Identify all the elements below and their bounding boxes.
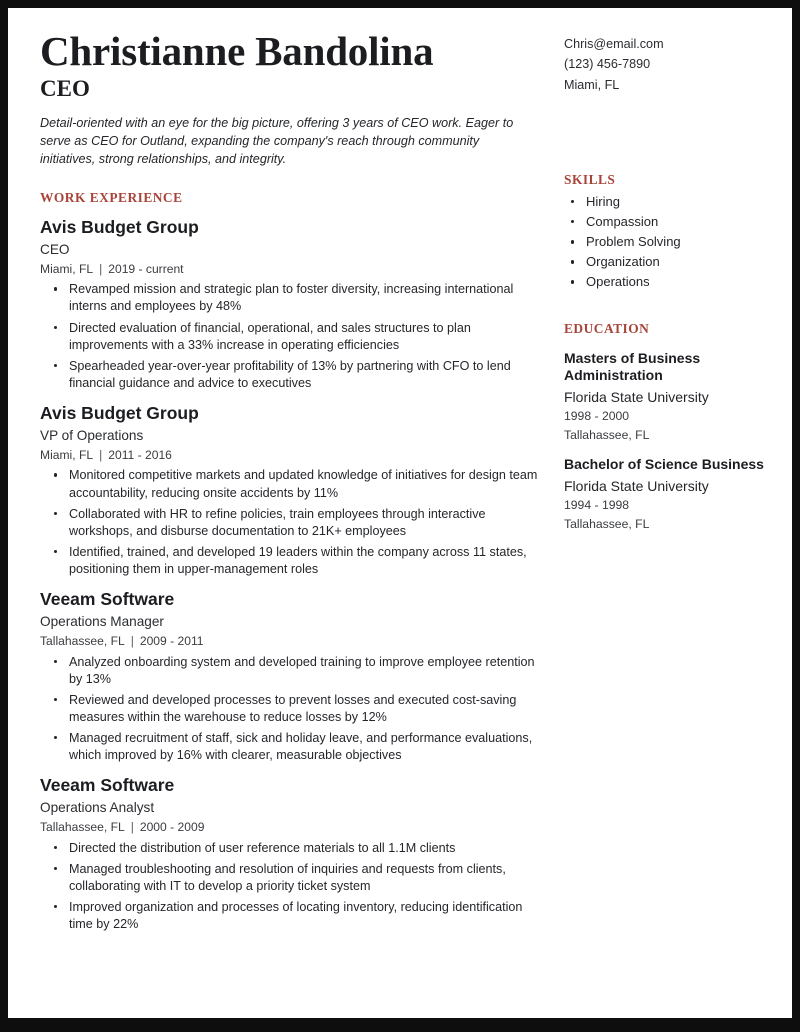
- job-title: Operations Manager: [40, 614, 164, 630]
- contact-block: [564, 30, 776, 95]
- education-degree: Masters of Business Administration: [564, 349, 701, 384]
- job-location: Tallahassee, FL: [40, 633, 125, 648]
- education-entry: [564, 456, 776, 532]
- body-row: [40, 168, 766, 933]
- header-identity: [40, 30, 540, 168]
- main-column: [40, 168, 540, 933]
- list-item: Revamped mission and strategic plan to foster diversity, increasing international interns and employees by 48%: [40, 281, 540, 315]
- job-meta: [40, 820, 540, 836]
- list-item: Collaborated with HR to refine policies, train employees through interactive workshops, and disburse documentation to 21K+ employees: [40, 506, 540, 540]
- job-meta-separator: |: [130, 819, 134, 834]
- job-company: Avis Budget Group: [40, 216, 199, 237]
- contact-phone[interactable]: (123) 456-7890: [564, 57, 651, 72]
- job-company: Veeam Software: [40, 775, 175, 796]
- job-dates: 2000 - 2009: [139, 819, 205, 834]
- job-bullets: [40, 840, 540, 934]
- contact-list: [564, 34, 776, 95]
- list-item: Analyzed onboarding system and developed training to improve employee retention by 13%: [40, 654, 540, 688]
- job-company: Avis Budget Group: [40, 403, 199, 424]
- list-item: Managed troubleshooting and resolution of inquiries and requests from clients, collaborating with IT to develop a priority ticket system: [40, 861, 540, 895]
- section-heading-education: EDUCATION: [564, 320, 650, 336]
- job-title: VP of Operations: [40, 428, 144, 444]
- professional-summary: Detail-oriented with an eye for the big picture, offering 3 years of CEO work. Eager to serve as CEO for Outland, expanding the company's reach through community initiatives, strong relationships, and integrity.: [40, 115, 514, 166]
- list-item: Directed the distribution of user reference materials to all 1.1M clients: [40, 840, 540, 857]
- job-meta-separator: |: [99, 447, 103, 462]
- job-company: Veeam Software: [40, 589, 175, 610]
- list-item: Reviewed and developed processes to prevent losses and executed cost-saving measures within the warehouse to reduce losses by 12%: [40, 692, 540, 726]
- job-meta: [40, 448, 540, 464]
- list-item: Hiring: [564, 192, 776, 212]
- job-location: Miami, FL: [40, 261, 94, 276]
- job-dates: 2009 - 2011: [139, 633, 204, 648]
- job-meta-separator: |: [99, 261, 103, 276]
- list-item: Organization: [564, 252, 776, 272]
- education-years: 1994 - 1998: [564, 498, 630, 513]
- job-dates: 2019 - current: [108, 261, 184, 276]
- skills-list: [564, 192, 776, 293]
- job-bullets: [40, 654, 540, 765]
- list-item: Operations: [564, 272, 776, 292]
- education-years: 1998 - 2000: [564, 408, 630, 423]
- education-school: Florida State University: [564, 388, 709, 405]
- job-meta: [40, 262, 540, 278]
- job-entry: [40, 589, 540, 764]
- header-row: [40, 30, 766, 168]
- professional-headline: CEO: [40, 76, 90, 102]
- section-heading-skills: SKILLS: [564, 171, 616, 187]
- job-title: Operations Analyst: [40, 800, 155, 816]
- list-item: Improved organization and processes of locating inventory, reducing identification time by 22%: [40, 899, 540, 933]
- job-meta-separator: |: [130, 633, 134, 648]
- job-title: CEO: [40, 241, 70, 257]
- work-experience-section: [40, 190, 540, 933]
- education-entry: [564, 350, 776, 444]
- job-dates: 2011 - 2016: [108, 447, 172, 462]
- education-section: [564, 321, 776, 533]
- list-item: Problem Solving: [564, 232, 776, 252]
- job-entry: [40, 403, 540, 578]
- list-item: Identified, trained, and developed 19 leaders within the company across 11 states, positioning them in upper-management roles: [40, 544, 540, 578]
- list-item: Compassion: [564, 212, 776, 232]
- list-item: Monitored competitive markets and updated knowledge of initiatives for design team accountability, reducing onsite accidents by 11%: [40, 467, 540, 501]
- list-item: Directed evaluation of financial, operational, and sales structures to plan improvements with a 33% increase in operating efficiencies: [40, 320, 540, 354]
- job-meta: [40, 634, 540, 650]
- job-entry: [40, 775, 540, 933]
- education-school: Florida State University: [564, 477, 709, 494]
- job-bullets: [40, 281, 540, 392]
- job-location: Tallahassee, FL: [40, 819, 125, 834]
- contact-location: Miami, FL: [564, 77, 620, 92]
- list-item: Spearheaded year-over-year profitability of 13% by partnering with CFO to lend financial guidance and advice to executives: [40, 358, 540, 392]
- education-degree: Bachelor of Science Business: [564, 456, 764, 473]
- page-title: Christianne Bandolina: [40, 28, 434, 74]
- list-item: Managed recruitment of staff, sick and holiday leave, and performance evaluations, which improved by 16% with clearer, measurable objectives: [40, 730, 540, 764]
- job-bullets: [40, 467, 540, 578]
- resume-page: [8, 8, 792, 1018]
- education-location: Tallahassee, FL: [564, 516, 650, 531]
- contact-email[interactable]: Chris@email.com: [564, 37, 664, 51]
- section-heading-work-experience: WORK EXPERIENCE: [40, 189, 183, 205]
- sidebar-column: [564, 168, 776, 533]
- skills-section: [564, 172, 776, 293]
- education-location: Tallahassee, FL: [564, 427, 650, 442]
- job-entry: [40, 217, 540, 392]
- job-location: Miami, FL: [40, 447, 94, 462]
